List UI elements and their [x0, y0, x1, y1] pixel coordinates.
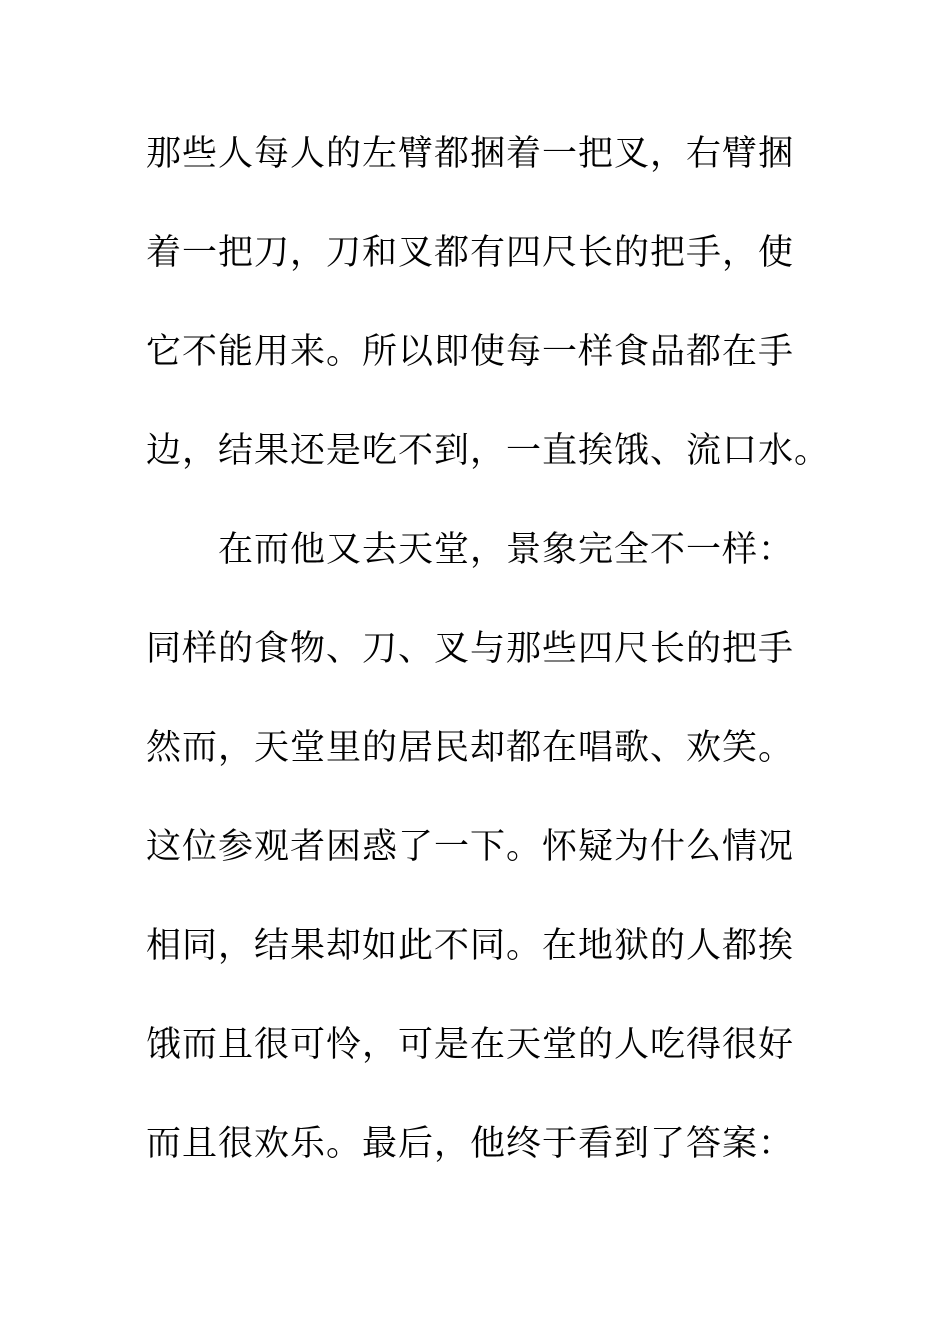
text-line: 饿而且很可怜，可是在天堂的人吃得很好 — [146, 1025, 795, 1065]
text-line: 它不能用来。所以即使每一样食品都在手 — [146, 332, 795, 372]
text-line: 着一把刀，刀和叉都有四尺长的把手，使 — [146, 233, 795, 273]
text-line: 同样的食物、刀、叉与那些四尺长的把手 — [146, 629, 795, 669]
paragraph-start-line: 在而他又去天堂，景象完全不一样： — [218, 530, 795, 570]
document-body — [146, 127, 831, 1216]
text-line: 那些人每人的左臂都捆着一把叉，右臂捆 — [146, 134, 795, 174]
text-line: 而且很欢乐。最后，他终于看到了答案： — [146, 1124, 795, 1164]
text-line: 然而，天堂里的居民却都在唱歌、欢笑。 — [146, 728, 795, 768]
text-line: 边，结果还是吃不到，一直挨饿、流口水。 — [146, 431, 831, 471]
text-line: 这位参观者困惑了一下。怀疑为什么情况 — [146, 827, 795, 867]
text-line: 相同，结果却如此不同。在地狱的人都挨 — [146, 926, 795, 966]
